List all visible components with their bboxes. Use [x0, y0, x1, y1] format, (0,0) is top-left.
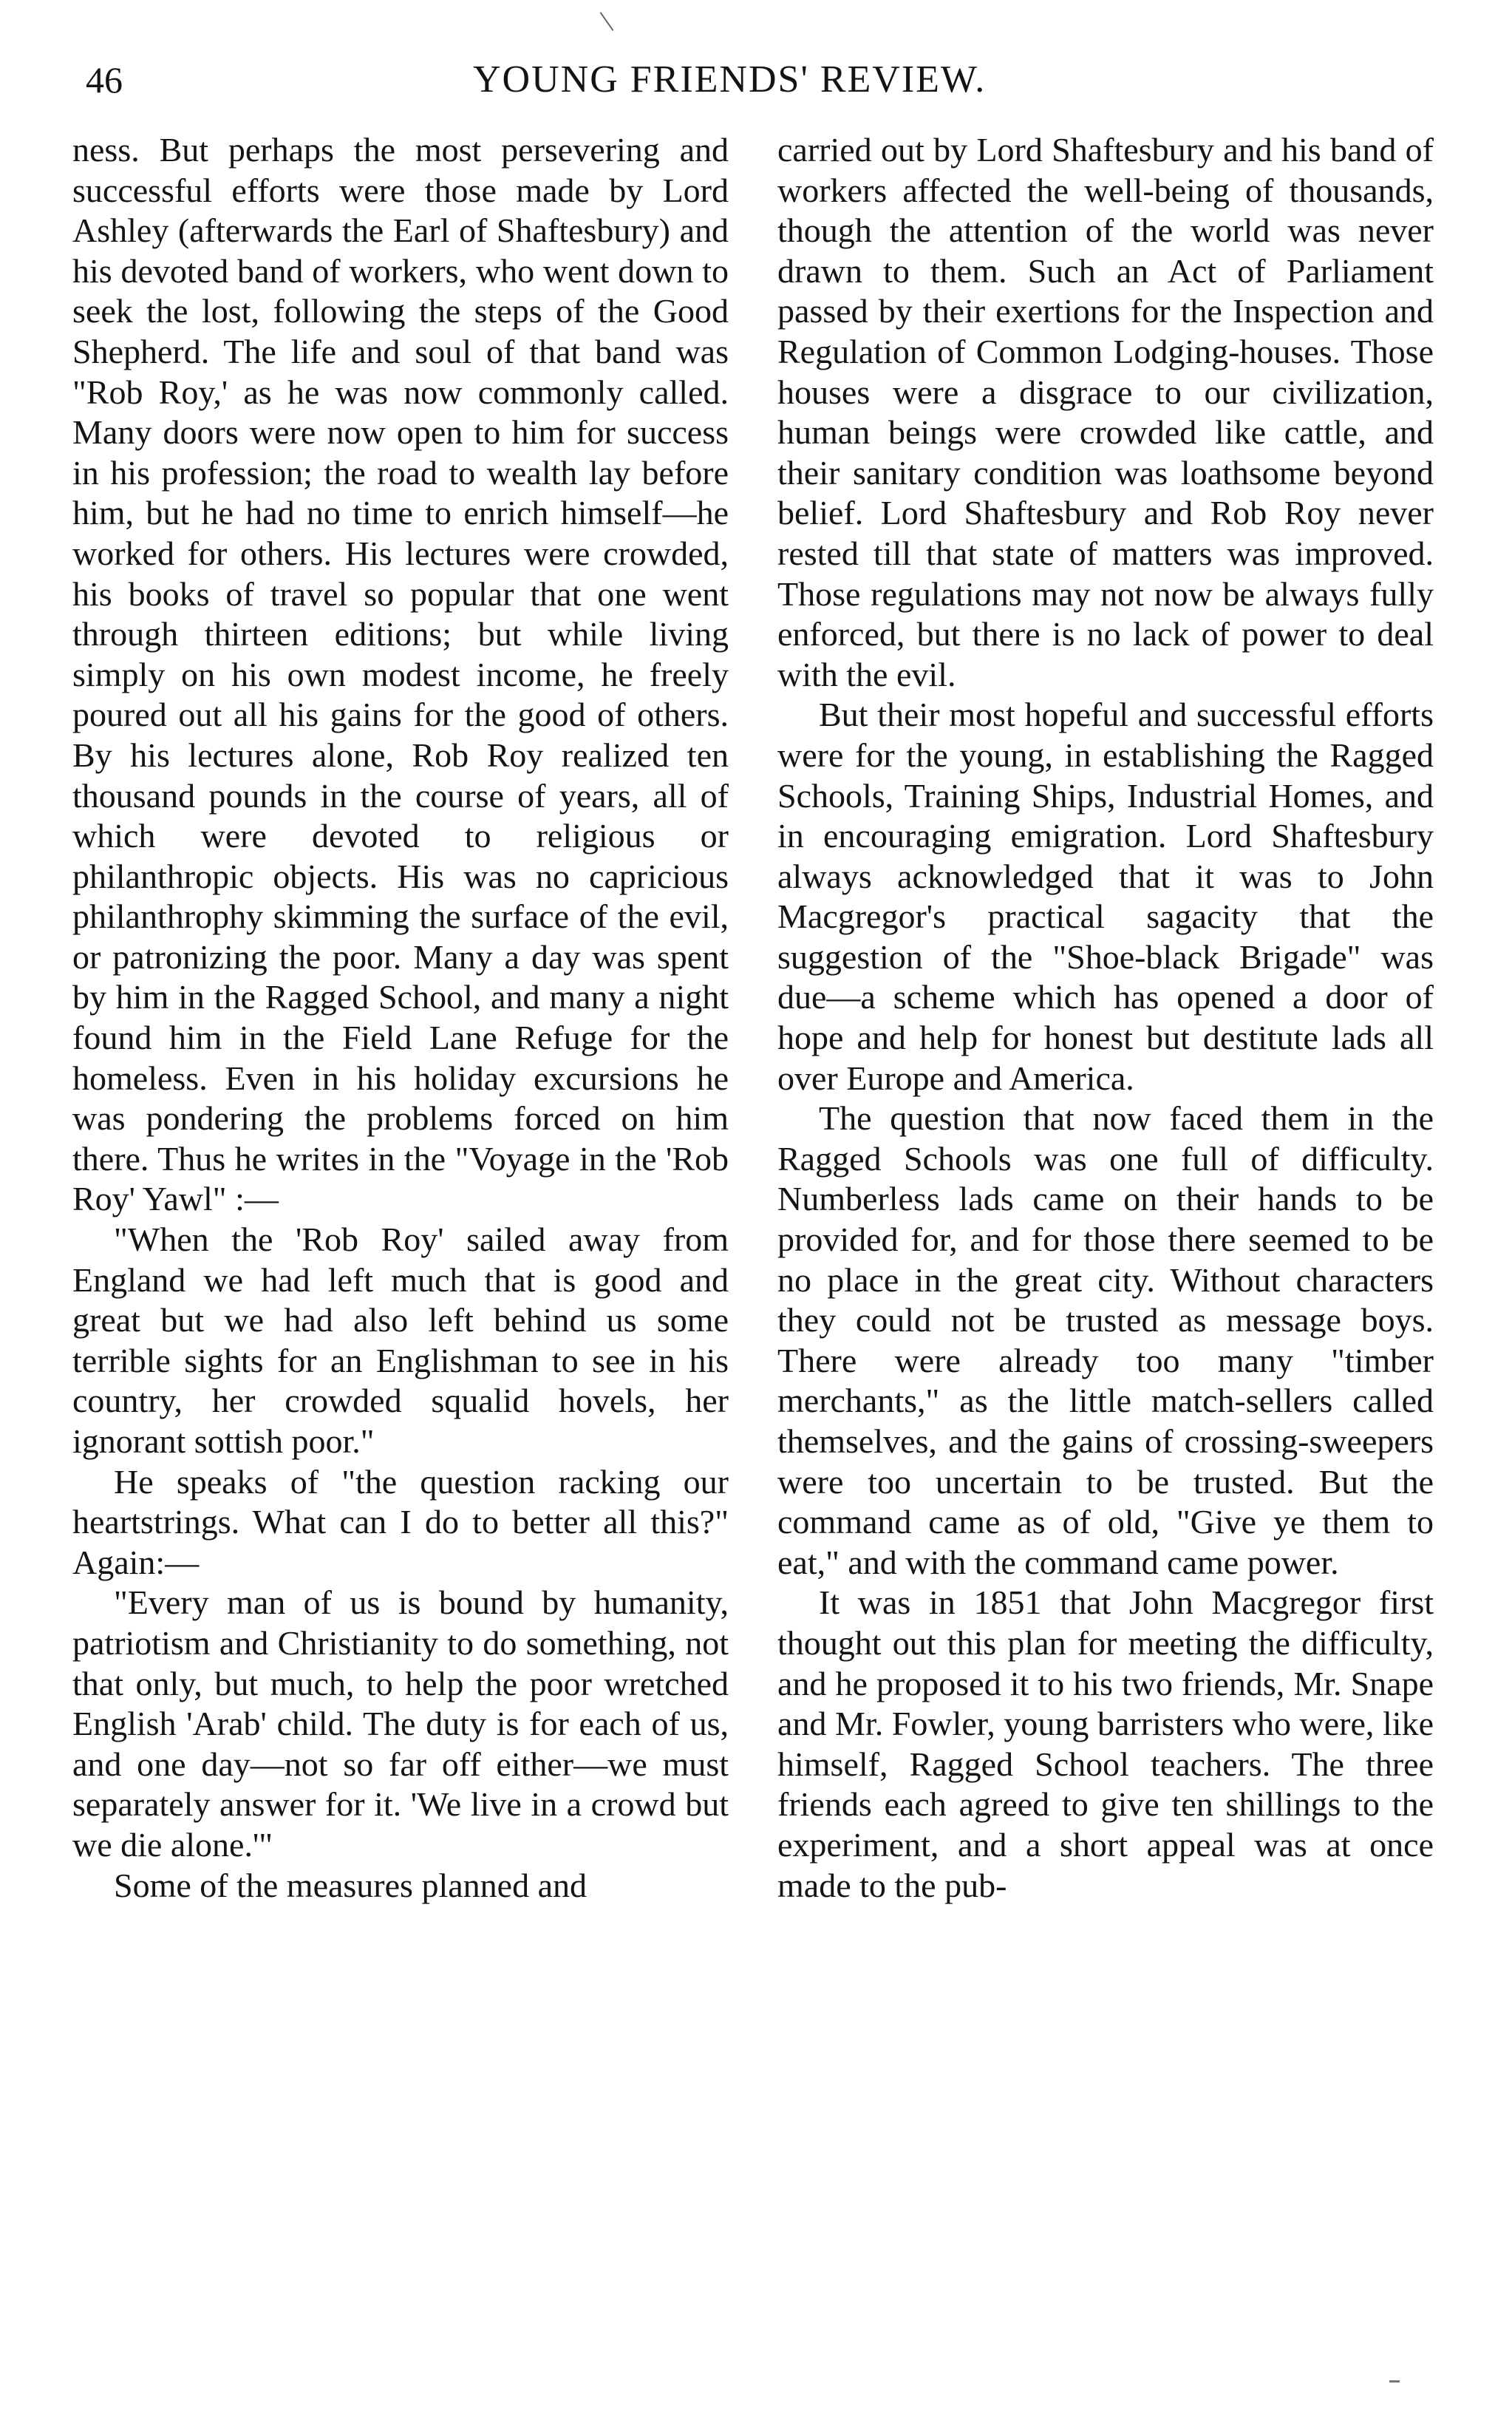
paragraph: It was in 1851 that John Macgregor first thought out this plan for meeting the difficulty, and he proposed it to his two friends, Mr. Snape and Mr. Fowler, young barristers who were, like himself, Ragged School teachers. The three friends each agreed to give ten shillings to the experiment, and a short appeal was at once made to the pub- [777, 1583, 1434, 1904]
page-number: 46 [86, 59, 123, 101]
paragraph: He speaks of "the question racking our heartstrings. What can I do to better all this?" Again:— [72, 1462, 729, 1581]
scan-speck [1389, 2380, 1400, 2383]
paragraph: The question that now faced them in the Ragged Schools was one full of difficulty. Numberless lads came on their hands to be provided for, and for those there seemed to be no place in the great city. Without characters they could not be trusted as message boys. There were already too many "timber merchants," as the little match-sellers called themselves, and the gains of crossing-sweepers were too uncertain to be trusted. But the command came as of old, "Give ye them to eat," and with the command came power. [777, 1099, 1434, 1581]
left-column [72, 130, 729, 1906]
paragraph: Some of the measures planned and [114, 1866, 587, 1904]
paragraph: ness. But perhaps the most persevering and successful efforts were those made by Lord Ashley (afterwards the Earl of Shaftesbury) and his devoted band of workers, who went down to seek the lost, following the steps of the Good Shepherd. The life and soul of that band was "Rob Roy,' as he was now commonly called. Many doors were now open to him for success in his profession; the road to wealth lay before him, but he had no time to enrich himself—he worked for others. His lectures were crowded, his books of travel so popular that one went through thirteen editions; but while living simply on his own modest income, he freely poured out all his gains for the good of others. By his lectures alone, Rob Roy realized ten thousand pounds in the course of years, all of which were devoted to religious or philanthropic objects. His was no capricious philanthrophy skimming the surface of the evil, or patronizing the poor. Many a day was spent by him in the Ragged School, and many a night found him in the Field Lane Refuge for the homeless. Even in his holiday excursions he was pondering the problems forced on him there. Thus he writes in the "Voyage in the 'Rob Roy' Yawl" :— [72, 131, 729, 1218]
paragraph: "Every man of us is bound by humanity, patriotism and Christianity to do something, not that only, but much, to help the poor wretched English 'Arab' child. The duty is for each of us, and one day—not so far off either—we must separately answer for it. 'We live in a crowd but we die alone.'" [72, 1583, 729, 1864]
paragraph: But their most hopeful and successful efforts were for the young, in establishing the Ragged Schools, Training Ships, Industrial Homes, and in encouraging emigration. Lord Shaftesbury always acknowledged that it was to John Macgregor's practical sagacity that the suggestion of the "Shoe-black Brigade" was due—a scheme which has opened a door of hope and help for honest but destitute lads all over Europe and America. [777, 696, 1434, 1097]
running-head-title: YOUNG FRIENDS' REVIEW. [473, 58, 987, 101]
scan-speck [600, 12, 614, 31]
paragraph: carried out by Lord Shaftesbury and his band of workers affected the well-being of thousands, though the attention of the world was never drawn to them. Such an Act of Parliament passed by their exertions for the Inspection and Regulation of Common Lodging-houses. Those houses were a disgrace to our civilization, human beings were crowded like cattle, and their sanitary condition was loathsome beyond belief. Lord Shaftesbury and Rob Roy never rested till that state of matters was improved. Those regulations may not now be always fully enforced, but there is no lack of power to deal with the evil. [777, 131, 1434, 693]
right-column [777, 130, 1434, 1906]
paragraph: "When the 'Rob Roy' sailed away from England we had left much that is good and great but we had also left behind us some terrible sights for an Englishman to see in his country, her crowded squalid hovels, her ignorant sottish poor." [72, 1220, 729, 1460]
